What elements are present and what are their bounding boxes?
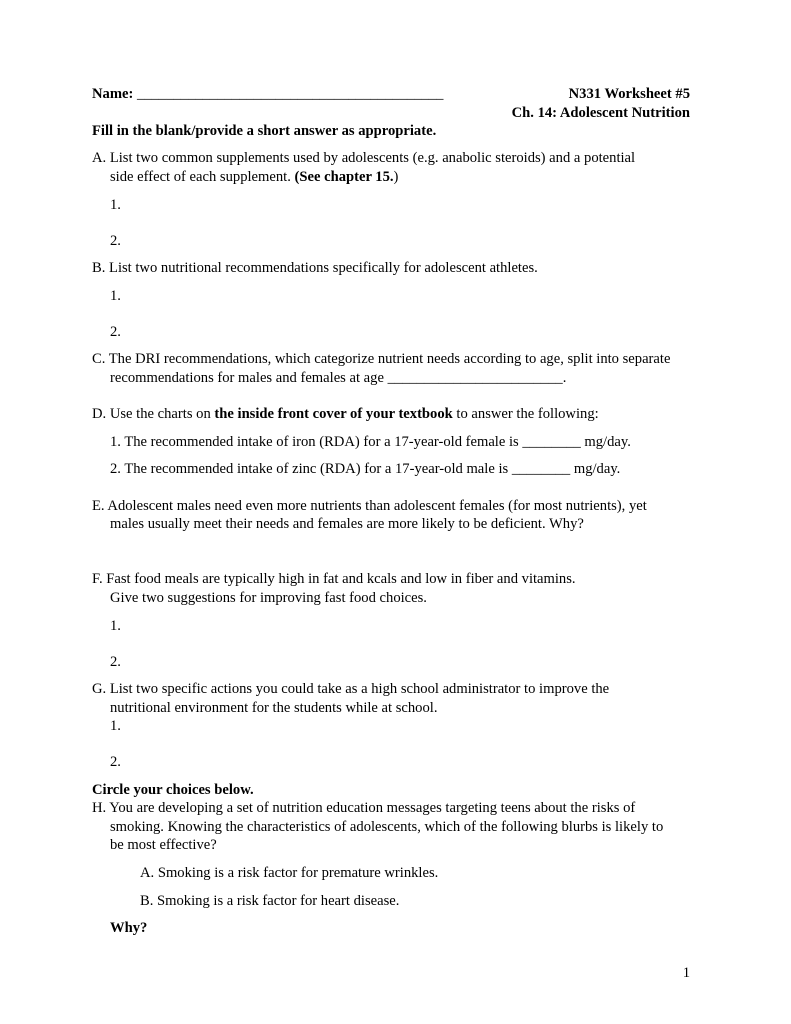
question-a-line2: side effect of each supplement. (See chapter 15.)	[110, 169, 399, 185]
question-g-answer-2[interactable]: 2.	[110, 754, 121, 770]
question-h-option-a[interactable]: A. Smoking is a risk factor for premature wrinkles.	[140, 865, 439, 881]
question-a-answer-1[interactable]: 1.	[110, 197, 121, 213]
question-d-zinc[interactable]: 2. The recommended intake of zinc (RDA) for a 17-year-old male is ________ mg/day.	[110, 461, 621, 477]
question-f-line1: F. Fast food meals are typically high in fat and kcals and low in fiber and vitamins.	[92, 571, 576, 587]
question-f-answer-1[interactable]: 1.	[110, 618, 121, 634]
question-e-line1: E. Adolescent males need even more nutrients than adolescent females (for most nutrients), yet	[92, 498, 647, 514]
question-h-line1: H. You are developing a set of nutrition education messages targeting teens about the risks of	[92, 800, 636, 816]
question-c-line1: C. The DRI recommendations, which categorize nutrient needs according to age, split into separate	[92, 351, 671, 367]
question-a-answer-2[interactable]: 2.	[110, 233, 121, 249]
question-g-line1: G. List two specific actions you could take as a high school administrator to improve the	[92, 681, 610, 697]
chapter-title: Ch. 14: Adolescent Nutrition	[511, 105, 690, 121]
instructions: Fill in the blank/provide a short answer as appropriate.	[92, 123, 437, 139]
name-label: Name: __________________________________________	[92, 86, 444, 102]
page-number: 1	[682, 965, 690, 981]
question-f-line2: Give two suggestions for improving fast food choices.	[110, 590, 427, 606]
question-b-line1: B. List two nutritional recommendations specifically for adolescent athletes.	[92, 260, 538, 276]
question-h-line2: smoking. Knowing the characteristics of adolescents, which of the following blurbs is likely to	[110, 819, 664, 835]
question-g-line2: nutritional environment for the students while at school.	[110, 700, 438, 716]
question-g-answer-1[interactable]: 1.	[110, 718, 121, 734]
question-c-line2[interactable]: recommendations for males and females at age ________________________.	[110, 370, 567, 386]
question-b-answer-1[interactable]: 1.	[110, 288, 121, 304]
question-h-option-b[interactable]: B. Smoking is a risk factor for heart disease.	[140, 893, 400, 909]
question-b-answer-2[interactable]: 2.	[110, 324, 121, 340]
question-h-why: Why?	[110, 920, 148, 936]
question-d-line1: D. Use the charts on the inside front cover of your textbook to answer the following:	[92, 406, 599, 422]
circle-choices-heading: Circle your choices below.	[92, 782, 254, 798]
question-e-line2: males usually meet their needs and females are more likely to be deficient. Why?	[110, 516, 584, 532]
question-a-line1: A. List two common supplements used by adolescents (e.g. anabolic steroids) and a potential	[92, 150, 636, 166]
name-blank[interactable]: __________________________________________	[137, 86, 444, 102]
question-f-answer-2[interactable]: 2.	[110, 654, 121, 670]
worksheet-title: N331 Worksheet #5	[568, 86, 690, 102]
question-h-line3: be most effective?	[110, 837, 217, 853]
question-d-iron[interactable]: 1. The recommended intake of iron (RDA) for a 17-year-old female is ________ mg/day.	[110, 434, 631, 450]
